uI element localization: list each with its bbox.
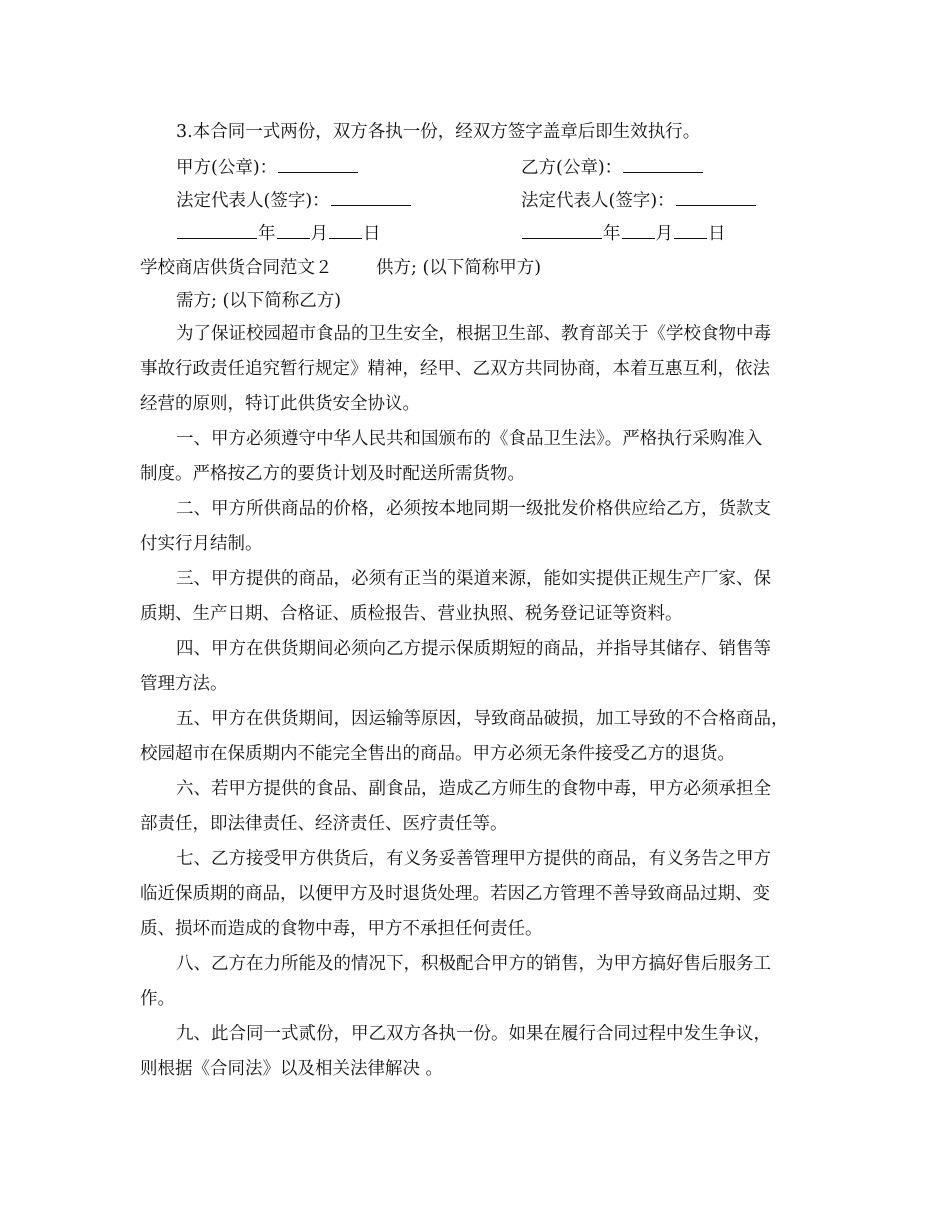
year-label: 年 (603, 224, 621, 244)
body-line: 临近保质期的商品，以便甲方及时退货处理。若因乙方管理不善导致商品过期、变 (140, 884, 770, 904)
body-line: 九、此合同一式贰份，甲乙双方各执一份。如果在履行合同过程中发生争议， (176, 1024, 771, 1044)
month-label: 月 (310, 224, 328, 244)
year-blank (522, 221, 602, 239)
month-label: 月 (655, 224, 673, 244)
body-line: 管理方法。 (140, 674, 228, 694)
body-line: 七、乙方接受甲方供货后，有义务妥善管理甲方提供的商品，有义务告之甲方 (176, 849, 771, 869)
year-label: 年 (258, 224, 276, 244)
party-b-seal-blank (623, 155, 703, 173)
doc2-title: 学校商店供货合同范文２ (140, 258, 333, 278)
party-a-seal-label: 甲方(公章)： (176, 158, 278, 178)
body-line: 付实行月结制。 (140, 534, 263, 554)
body-line: 校园超市在保质期内不能完全售出的商品。甲方必须无条件接受乙方的退货。 (140, 744, 735, 764)
body-line: 二、甲方所供商品的价格，必须按本地同期一级批发价格供应给乙方，货款支 (176, 499, 771, 519)
date-b (521, 221, 726, 246)
body-line: 六、若甲方提供的食品、副食品，造成乙方师生的食物中毒，甲方必须承担全 (176, 779, 771, 799)
body-line: 质期、生产日期、合格证、质检报告、营业执照、税务登记证等资料。 (140, 604, 683, 624)
supplier-line: 供方; (以下简称甲方) (376, 258, 542, 278)
body-line: 作。 (140, 989, 175, 1009)
legal-rep-a (176, 188, 412, 213)
body-line: 则根据《合同法》以及相关法律解决 。 (140, 1059, 444, 1079)
body-line: 质、损坏而造成的食物中毒，甲方不承担任何责任。 (140, 919, 543, 939)
body-line: 一、甲方必须遵守中华人民共和国颁布的《食品卫生法》。严格执行采购准入 (176, 429, 763, 449)
body-line: 三、甲方提供的商品，必须有正当的渠道来源，能如实提供正规生产厂家、保 (176, 569, 771, 589)
body-line: 事故行政责任追究暂行规定》精神，经甲、乙双方共同协商，本着互惠互利，依法 (140, 359, 770, 379)
body-line: 五、甲方在供货期间，因运输等原因，导致商品破损，加工导致的不合格商品， (176, 709, 789, 729)
legal-rep-b-blank (676, 188, 756, 206)
body-line: 经营的原则，特订此供货安全协议。 (140, 394, 420, 414)
year-blank (177, 221, 257, 239)
body-line: 八、乙方在力所能及的情况下，积极配合甲方的销售，为甲方搞好售后服务工 (176, 954, 771, 974)
day-blank (329, 221, 362, 239)
legal-rep-b (521, 188, 757, 213)
day-blank (674, 221, 707, 239)
party-a-seal-blank (278, 155, 358, 173)
body-line: 部责任，即法律责任、经济责任、医疗责任等。 (140, 814, 508, 834)
legal-rep-b-label: 法定代表人(签字)： (521, 191, 675, 211)
day-label: 日 (708, 224, 726, 244)
date-a (176, 221, 381, 246)
day-label: 日 (363, 224, 381, 244)
body-line: 制度。严格按乙方的要货计划及时配送所需货物。 (140, 464, 525, 484)
body-line: 四、甲方在供货期间必须向乙方提示保质期短的商品，并指导其储存、销售等 (176, 639, 771, 659)
legal-rep-a-label: 法定代表人(签字)： (176, 191, 330, 211)
month-blank (277, 221, 310, 239)
party-b-seal (521, 155, 704, 180)
party-a-seal (176, 155, 359, 180)
buyer-line: 需方; (以下简称乙方) (176, 291, 342, 311)
party-b-seal-label: 乙方(公章)： (521, 158, 623, 178)
month-blank (622, 221, 655, 239)
legal-rep-a-blank (331, 188, 411, 206)
body-line: 为了保证校园超市食品的卫生安全，根据卫生部、教育部关于《学校食物中毒 (176, 324, 771, 344)
clause-3: 3.本合同一式两份，双方各执一份，经双方签字盖章后即生效执行。 (176, 122, 701, 142)
